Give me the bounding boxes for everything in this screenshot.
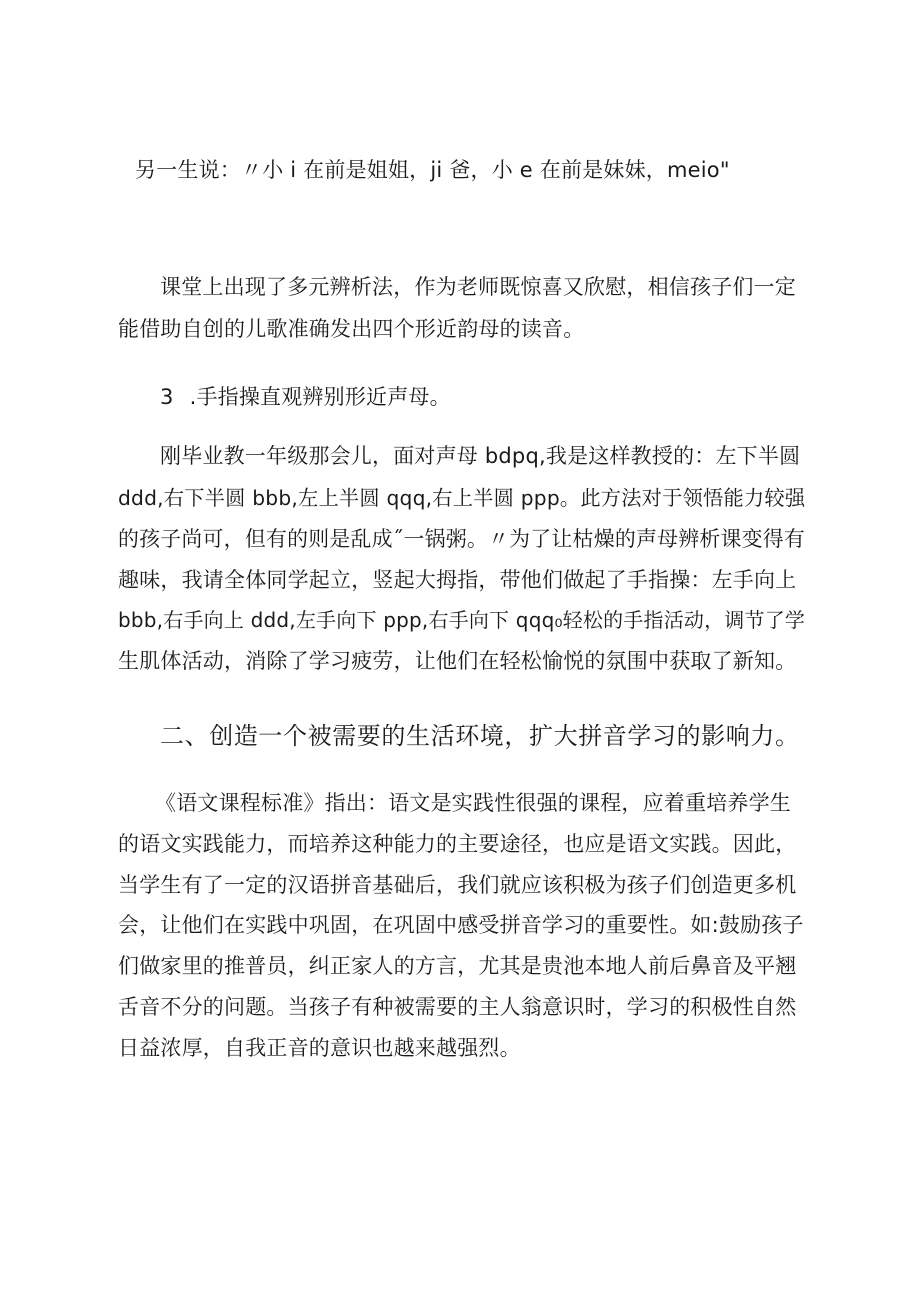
subheading-number: 3 xyxy=(160,385,174,409)
subheading-3 xyxy=(160,382,451,412)
standard-paragraph-line-6: 舌音不分的问题。当孩子有种被需要的主人翁意识时，学习的积极性自然 xyxy=(118,995,797,1019)
classroom-paragraph-line-1: 课堂上出现了多元辨析法，作为老师既惊喜又欣慰，相信孩子们一定 xyxy=(160,275,796,299)
standard-paragraph-line-4: 会，让他们在实践中巩固，在巩固中感受拼音学习的重要性。如:鼓励孩子 xyxy=(118,913,804,937)
finger-paragraph-line-3: 的孩子尚可，但有的则是乱成˝一锅粥。〃为了让枯燥的声母辨析课变得有 xyxy=(118,527,806,551)
subheading-text: .手指操直观辨别形近声母。 xyxy=(189,385,451,409)
standard-paragraph-line-2: 的语文实践能力，而培养这种能力的主要途径，也应是语文实践。因此， xyxy=(118,832,797,856)
standard-paragraph-line-3: 当学生有了一定的汉语拼音基础后，我们就应该积极为孩子们创造更多机 xyxy=(118,873,797,897)
section-heading: 二、创造一个被需要的生活环境，扩大拼音学习的影响力。 xyxy=(160,722,800,750)
finger-paragraph-line-4: 趣味，我请全体同学起立，竖起大拇指，带他们做起了手指操：左手向上 xyxy=(118,568,797,592)
standard-paragraph-line-7: 日益浓厚，自我正音的意识也越来越强烈。 xyxy=(118,1036,521,1060)
classroom-paragraph-line-2: 能借助自创的儿歌准确发出四个形近韵母的读音。 xyxy=(118,317,585,341)
dialogue-line: 另一生说：〃小 i 在前是姐姐，ji 爸，小 e 在前是妹妹，meio" xyxy=(135,158,730,182)
finger-paragraph-line-2: ddd,右下半圆 bbb,左上半圆 qqq,右上半圆 ppp。此方法对于领悟能力较强 xyxy=(118,486,806,510)
standard-paragraph-line-1: 《语文课程标准》指出：语文是实践性很强的课程，应着重培养学生 xyxy=(155,791,791,815)
finger-paragraph-line-5: bbb,右手向上 ddd,左手向下 ppp,右手向下 qqq₀轻松的手指活动，调节了学 xyxy=(118,608,806,632)
finger-paragraph-line-6: 生肌体活动，消除了学习疲劳，让他们在轻松愉悦的氛围中获取了新知。 xyxy=(118,649,797,673)
standard-paragraph-line-5: 们做家里的推普员，纠正家人的方言，尤其是贵池本地人前后鼻音及平翘 xyxy=(118,954,797,978)
finger-paragraph-line-1: 刚毕业教一年级那会儿，面对声母 bdpq,我是这样教授的：左下半圆 xyxy=(160,444,801,468)
